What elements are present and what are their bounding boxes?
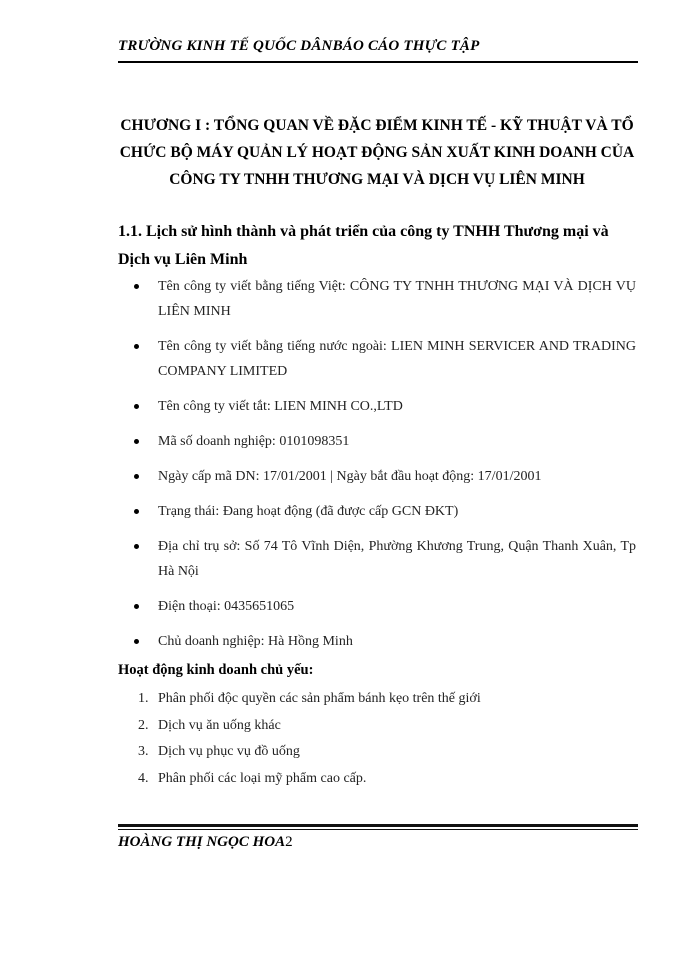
list-item (118, 499, 636, 524)
activities-list (118, 686, 636, 792)
item-text: Dịch vụ ăn uống khác (158, 717, 281, 733)
business-code: Mã số doanh nghiệp: 0101098351 (158, 434, 350, 449)
bullet-icon (134, 344, 139, 349)
bullet-icon (134, 544, 139, 549)
list-item (118, 686, 636, 713)
item-number: 3. (138, 744, 149, 759)
list-item (118, 534, 636, 584)
list-item (118, 739, 636, 766)
owner: Chủ doanh nghiệp: Hà Hồng Minh (158, 634, 353, 649)
item-number: 4. (138, 770, 149, 786)
bullet-icon (134, 509, 139, 514)
page-header: TRƯỜNG KINH TẾ QUỐC DÂNBÁO CÁO THỰC TẬP (118, 38, 480, 54)
chapter-title: CHƯƠNG I : TỔNG QUAN VỀ ĐẶC ĐIỂM KINH TẾ - KỸ THUẬT VÀ TỔ CHỨC BỘ MÁY QUẢN LÝ HOẠT ĐỘNG SẢN XUẤT KINH DOANH CỦA CÔNG TY TNHH THƯƠNG MẠI VÀ DỊCH VỤ LIÊN MINH (119, 117, 635, 188)
company-name-vn: Tên công ty viết bằng tiếng Việt: CÔNG TY TNHH THƯƠNG MẠI VÀ DỊCH VỤ LIÊN MINH (158, 279, 636, 319)
footer-author: HOÀNG THỊ NGỌC HOA (118, 834, 286, 850)
header-divider (118, 61, 638, 63)
list-item (118, 334, 636, 384)
list-item (118, 713, 636, 740)
status: Trạng thái: Đang hoạt động (đã được cấp GCN ĐKT) (158, 504, 459, 519)
company-short-name: Tên công ty viết tắt: LIEN MINH CO.,LTD (158, 399, 403, 414)
issue-date: Ngày cấp mã DN: 17/01/2001 | Ngày bắt đầu hoạt động: 17/01/2001 (158, 469, 542, 484)
item-text: Dịch vụ phục vụ đồ uống (158, 744, 300, 759)
item-number: 1. (138, 691, 149, 706)
page-footer (118, 834, 293, 851)
company-info-list (118, 274, 636, 664)
bullet-icon (134, 474, 139, 479)
footer-divider-thick (118, 824, 638, 827)
footer-divider-thin (118, 829, 638, 830)
item-number: 2. (138, 717, 149, 733)
page-number: 2 (285, 834, 293, 850)
item-text: Phân phối độc quyền các sản phẩm bánh kẹo trên thế giới (158, 691, 481, 706)
item-text: Phân phối các loại mỹ phẩm cao cấp. (158, 770, 367, 786)
phone: Điện thoại: 0435651065 (158, 599, 295, 614)
list-item (118, 464, 636, 489)
bullet-icon (134, 284, 139, 289)
list-item (118, 594, 636, 619)
list-item (118, 629, 636, 654)
address: Địa chỉ trụ sở: Số 74 Tô Vĩnh Diện, Phường Khương Trung, Quận Thanh Xuân, Tp Hà Nội (158, 539, 636, 579)
company-name-foreign: Tên công ty viết bằng tiếng nước ngoài: LIEN MINH SERVICER AND TRADING COMPANY LIMITED (158, 339, 636, 379)
section-heading: 1.1. Lịch sử hình thành và phát triển của công ty TNHH Thương mại và Dịch vụ Liên Minh (118, 223, 609, 268)
bullet-icon (134, 404, 139, 409)
bullet-icon (134, 639, 139, 644)
list-item (118, 394, 636, 419)
activities-title: Hoạt động kinh doanh chủ yếu: (118, 662, 314, 678)
bullet-icon (134, 604, 139, 609)
list-item (118, 766, 636, 793)
list-item (118, 429, 636, 454)
bullet-icon (134, 439, 139, 444)
list-item (118, 274, 636, 324)
